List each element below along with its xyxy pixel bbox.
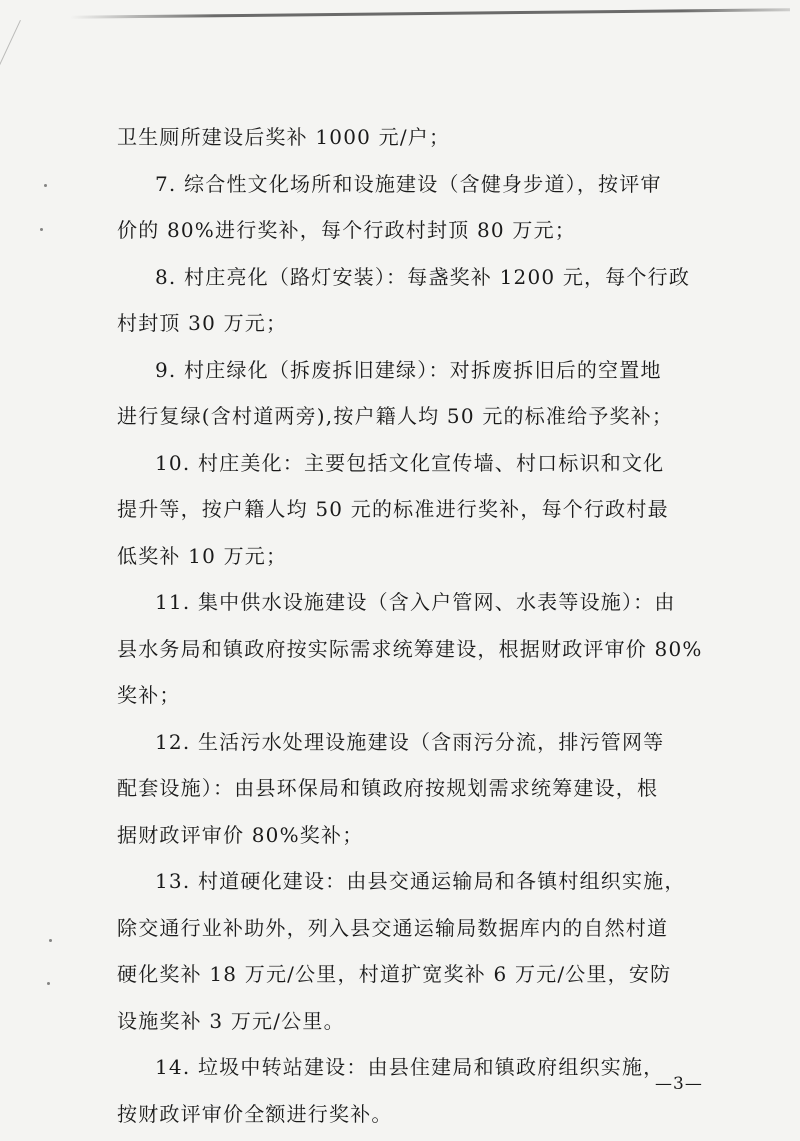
text-line: 10. 村庄美化：主要包括文化宣传墙、村口标识和文化	[155, 450, 665, 475]
text-line: 7. 综合性文化场所和设施建设（含健身步道），按评审	[155, 171, 662, 196]
scan-speck	[40, 228, 43, 231]
text-line: 进行复绿(含村道两旁),按户籍人均 50 元的标准给予奖补；	[117, 404, 674, 428]
text-line: 9. 村庄绿化（拆废拆旧建绿）：对拆废拆旧后的空置地	[155, 357, 662, 382]
text-line: 价的 80%进行奖补，每个行政村封顶 80 万元；	[117, 218, 576, 242]
scan-speck	[47, 982, 50, 985]
text-line: 14. 垃圾中转站建设：由县住建局和镇政府组织实施，	[155, 1055, 665, 1079]
text-line: 县水务局和镇政府按实际需求统筹建设，根据财政评审价 80%	[117, 636, 703, 661]
text-line: 卫生厕所建设后奖补 1000 元/户；	[117, 125, 451, 149]
scan-speck	[44, 184, 47, 187]
text-line: 13. 村道硬化建设：由县交通运输局和各镇村组织实施，	[155, 869, 686, 893]
scan-artifact-left-mark	[0, 20, 75, 145]
document-body	[117, 114, 713, 1137]
scan-artifact-top-line	[70, 8, 790, 19]
text-line: 配套设施）：由县环保局和镇政府按规划需求统筹建设，根	[117, 776, 659, 800]
text-line: 除交通行业补助外，列入县交通运输局数据库内的自然村道	[117, 915, 669, 940]
text-line: 12. 生活污水处理设施建设（含雨污分流，排污管网等	[155, 729, 665, 754]
scan-speck	[49, 939, 52, 942]
text-line: 村封顶 30 万元；	[117, 311, 288, 335]
text-line: 设施奖补 3 万元/公里。	[117, 1008, 345, 1033]
text-line: 硬化奖补 18 万元/公里，村道扩宽奖补 6 万元/公里，安防	[117, 962, 672, 986]
text-line: 奖补；	[117, 683, 181, 707]
text-line: 据财政评审价 80%奖补；	[117, 822, 364, 847]
text-line: 11. 集中供水设施建设（含入户管网、水表等设施）：由	[155, 590, 676, 614]
text-line: 提升等，按户籍人均 50 元的标准进行奖补，每个行政村最	[117, 497, 669, 521]
page-number: —3—	[655, 1074, 703, 1094]
text-line: 8. 村庄亮化（路灯安装）：每盏奖补 1200 元，每个行政	[155, 264, 691, 289]
text-line: 按财政评审价全额进行奖补。	[117, 1101, 393, 1126]
text-line: 低奖补 10 万元；	[117, 543, 288, 568]
